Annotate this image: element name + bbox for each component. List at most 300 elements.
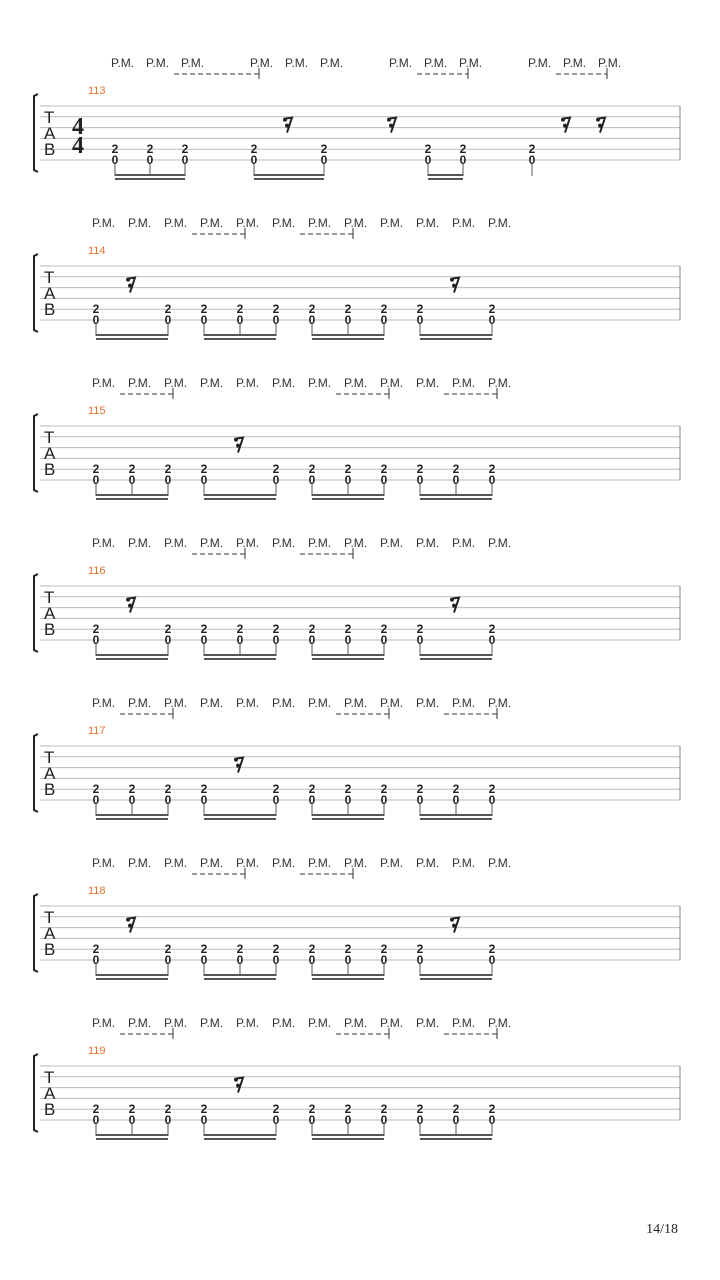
palm-mute-label: P.M. — [563, 56, 587, 70]
palm-mute-label: P.M. — [200, 1016, 224, 1030]
fret-number-string-5: 2 — [344, 1102, 352, 1117]
palm-mute-label: P.M. — [236, 376, 260, 390]
palm-mute-label: P.M. — [200, 216, 224, 230]
fret-number-string-6: 0 — [344, 633, 352, 647]
rest-flag-dot — [128, 924, 132, 928]
fret-number-string-5: 2 — [92, 622, 100, 637]
palm-mute-label: P.M. — [92, 376, 116, 390]
fret-number-string-5: 2 — [452, 462, 460, 477]
fret-number-string-6: 0 — [416, 953, 424, 967]
fret-number-string-5: 2 — [344, 622, 352, 637]
beam-primary — [312, 974, 384, 976]
palm-mute-label: P.M. — [528, 56, 552, 70]
palm-mute-label: P.M. — [416, 856, 440, 870]
fret-number-string-6: 0 — [92, 1113, 100, 1127]
beam-secondary — [312, 498, 384, 500]
palm-mute-label: P.M. — [308, 696, 332, 710]
beam-primary — [420, 334, 492, 336]
rest-flag-dot — [236, 1084, 240, 1088]
tab-clef-letter: B — [44, 1100, 56, 1119]
fret-number-string-6: 0 — [164, 633, 172, 647]
fret-number-string-6: 0 — [200, 793, 208, 807]
fret-number-string-5: 2 — [416, 622, 424, 637]
tab-clef-letter: A — [44, 444, 56, 463]
palm-mute-label: P.M. — [128, 376, 152, 390]
fret-number-string-6: 0 — [308, 793, 316, 807]
fret-number-string-6: 0 — [380, 953, 388, 967]
tab-clef-letter: B — [44, 300, 56, 319]
fret-number-string-5: 2 — [200, 622, 208, 637]
palm-mute-label: P.M. — [320, 56, 344, 70]
fret-number-string-6: 0 — [200, 953, 208, 967]
rest-flag-dot — [128, 284, 132, 288]
palm-mute-label: P.M. — [236, 856, 260, 870]
palm-mute-label: P.M. — [236, 1016, 260, 1030]
tab-clef-letter: T — [44, 588, 55, 607]
fret-number-string-6: 0 — [111, 153, 119, 167]
fret-number-string-6: 0 — [308, 633, 316, 647]
fret-number-string-5: 2 — [488, 1102, 496, 1117]
fret-number-string-6: 0 — [344, 793, 352, 807]
palm-mute-label: P.M. — [344, 536, 368, 550]
tab-clef-letter: T — [44, 108, 55, 127]
palm-mute-label: P.M. — [598, 56, 622, 70]
fret-number-string-5: 2 — [272, 462, 280, 477]
beam-primary — [204, 814, 276, 816]
beam-secondary — [204, 1138, 276, 1140]
fret-number-string-5: 2 — [272, 622, 280, 637]
beam-primary — [96, 494, 168, 496]
fret-number-string-5: 2 — [236, 622, 244, 637]
rest-flag-dot — [236, 764, 240, 768]
tab-system — [34, 856, 680, 980]
fret-number-string-6: 0 — [416, 473, 424, 487]
fret-number-string-6: 0 — [128, 793, 136, 807]
fret-number-string-5: 2 — [308, 1102, 316, 1117]
tab-clef-letter: B — [44, 460, 56, 479]
tab-system — [34, 376, 680, 500]
staff-bracket — [34, 734, 38, 812]
beam-primary — [420, 494, 492, 496]
fret-number-string-5: 2 — [128, 782, 136, 797]
fret-number-string-5: 2 — [308, 782, 316, 797]
tab-clef-letter: B — [44, 780, 56, 799]
fret-number-string-6: 0 — [416, 633, 424, 647]
fret-number-string-5: 2 — [452, 782, 460, 797]
fret-number-string-5: 2 — [250, 142, 258, 157]
fret-number-string-5: 2 — [308, 462, 316, 477]
rest-flag-dot — [387, 118, 391, 122]
rest-flag-dot — [598, 124, 602, 128]
palm-mute-label: P.M. — [200, 856, 224, 870]
tab-clef-letter: T — [44, 1068, 55, 1087]
fret-number-string-6: 0 — [272, 313, 280, 327]
beam-secondary — [204, 818, 276, 820]
fret-number-string-5: 2 — [459, 142, 467, 157]
palm-mute-label: P.M. — [452, 216, 476, 230]
fret-number-string-5: 2 — [528, 142, 536, 157]
fret-number-string-6: 0 — [308, 1113, 316, 1127]
fret-number-string-6: 0 — [380, 313, 388, 327]
tab-system — [34, 696, 680, 820]
fret-number-string-5: 2 — [128, 462, 136, 477]
fret-number-string-5: 2 — [488, 622, 496, 637]
rest-flag-dot — [126, 598, 130, 602]
fret-number-string-6: 0 — [459, 153, 467, 167]
fret-number-string-5: 2 — [416, 1102, 424, 1117]
beam-secondary — [254, 178, 324, 180]
palm-mute-label: P.M. — [128, 856, 152, 870]
beam-primary — [312, 814, 384, 816]
rest-flag-dot — [126, 918, 130, 922]
beam-primary — [312, 654, 384, 656]
palm-mute-label: P.M. — [236, 536, 260, 550]
beam-primary — [96, 334, 168, 336]
fret-number-string-6: 0 — [200, 313, 208, 327]
fret-number-string-5: 2 — [272, 942, 280, 957]
beam-secondary — [96, 818, 168, 820]
palm-mute-label: P.M. — [128, 1016, 152, 1030]
palm-mute-label: P.M. — [92, 216, 116, 230]
rest-flag-dot — [234, 438, 238, 442]
rest-flag-dot — [389, 124, 393, 128]
fret-number-string-5: 2 — [272, 1102, 280, 1117]
fret-number-string-6: 0 — [272, 473, 280, 487]
palm-mute-label: P.M. — [272, 216, 296, 230]
palm-mute-label: P.M. — [92, 1016, 116, 1030]
fret-number-string-6: 0 — [488, 473, 496, 487]
beam-primary — [204, 494, 276, 496]
beam-primary — [312, 494, 384, 496]
beam-secondary — [420, 1138, 492, 1140]
fret-number-string-5: 2 — [272, 782, 280, 797]
fret-number-string-6: 0 — [308, 953, 316, 967]
tab-clef-letter: A — [44, 764, 56, 783]
palm-mute-label: P.M. — [164, 536, 188, 550]
fret-number-string-6: 0 — [272, 953, 280, 967]
fret-number-string-6: 0 — [92, 633, 100, 647]
palm-mute-label: P.M. — [416, 216, 440, 230]
palm-mute-label: P.M. — [92, 856, 116, 870]
fret-number-string-6: 0 — [164, 473, 172, 487]
beam-primary — [254, 174, 324, 176]
fret-number-string-5: 2 — [164, 1102, 172, 1117]
rest-flag-dot — [285, 124, 289, 128]
fret-number-string-5: 2 — [416, 462, 424, 477]
beam-secondary — [420, 658, 492, 660]
palm-mute-label: P.M. — [488, 1016, 512, 1030]
beam-secondary — [204, 498, 276, 500]
palm-mute-label: P.M. — [92, 536, 116, 550]
palm-mute-label: P.M. — [380, 696, 404, 710]
fret-number-string-6: 0 — [488, 633, 496, 647]
fret-number-string-5: 2 — [92, 782, 100, 797]
staff-bracket — [34, 894, 38, 972]
fret-number-string-6: 0 — [380, 1113, 388, 1127]
palm-mute-label: P.M. — [380, 856, 404, 870]
beam-secondary — [420, 338, 492, 340]
fret-number-string-5: 2 — [488, 782, 496, 797]
fret-number-string-6: 0 — [92, 793, 100, 807]
fret-number-string-6: 0 — [92, 953, 100, 967]
rest-flag-dot — [234, 758, 238, 762]
tab-clef-letter: B — [44, 940, 56, 959]
fret-number-string-6: 0 — [164, 793, 172, 807]
fret-number-string-6: 0 — [146, 153, 154, 167]
tab-system — [34, 56, 680, 180]
beam-secondary — [115, 178, 185, 180]
palm-mute-label: P.M. — [452, 376, 476, 390]
fret-number-string-6: 0 — [308, 313, 316, 327]
fret-number-string-5: 2 — [200, 302, 208, 317]
beam-primary — [204, 974, 276, 976]
palm-mute-label: P.M. — [181, 56, 205, 70]
staff-bracket — [34, 574, 38, 652]
page-number: 14/18 — [646, 1222, 678, 1237]
palm-mute-label: P.M. — [488, 376, 512, 390]
fret-number-string-6: 0 — [164, 313, 172, 327]
beam-primary — [420, 974, 492, 976]
beam-secondary — [96, 978, 168, 980]
fret-number-string-6: 0 — [320, 153, 328, 167]
fret-number-string-5: 2 — [164, 302, 172, 317]
beam-primary — [204, 654, 276, 656]
beam-secondary — [204, 658, 276, 660]
rest-flag-dot — [126, 278, 130, 282]
fret-number-string-5: 2 — [128, 1102, 136, 1117]
palm-mute-label: P.M. — [164, 376, 188, 390]
palm-mute-label: P.M. — [200, 376, 224, 390]
fret-number-string-6: 0 — [250, 153, 258, 167]
fret-number-string-5: 2 — [146, 142, 154, 157]
fret-number-string-6: 0 — [380, 473, 388, 487]
palm-mute-label: P.M. — [416, 376, 440, 390]
tab-clef-letter: T — [44, 748, 55, 767]
rest-flag-dot — [283, 118, 287, 122]
bar-number: 117 — [88, 725, 106, 737]
fret-number-string-5: 2 — [92, 302, 100, 317]
fret-number-string-5: 2 — [380, 1102, 388, 1117]
bar-number: 115 — [88, 405, 106, 417]
palm-mute-label: P.M. — [389, 56, 413, 70]
fret-number-string-6: 0 — [452, 473, 460, 487]
tab-clef-letter: A — [44, 924, 56, 943]
fret-number-string-6: 0 — [308, 473, 316, 487]
beam-secondary — [428, 178, 463, 180]
palm-mute-label: P.M. — [308, 536, 332, 550]
fret-number-string-5: 2 — [92, 1102, 100, 1117]
fret-number-string-6: 0 — [164, 1113, 172, 1127]
fret-number-string-6: 0 — [416, 1113, 424, 1127]
palm-mute-label: P.M. — [459, 56, 483, 70]
beam-primary — [204, 334, 276, 336]
fret-number-string-6: 0 — [380, 633, 388, 647]
palm-mute-label: P.M. — [344, 696, 368, 710]
fret-number-string-5: 2 — [200, 1102, 208, 1117]
palm-mute-label: P.M. — [92, 696, 116, 710]
fret-number-string-6: 0 — [92, 313, 100, 327]
tab-clef-letter: T — [44, 268, 55, 287]
fret-number-string-5: 2 — [200, 782, 208, 797]
palm-mute-label: P.M. — [200, 536, 224, 550]
palm-mute-label: P.M. — [164, 216, 188, 230]
beam-secondary — [312, 978, 384, 980]
fret-number-string-5: 2 — [181, 142, 189, 157]
fret-number-string-6: 0 — [416, 793, 424, 807]
staff-bracket — [34, 94, 38, 172]
rest-flag-dot — [596, 118, 600, 122]
palm-mute-label: P.M. — [344, 1016, 368, 1030]
palm-mute-label: P.M. — [308, 376, 332, 390]
fret-number-string-6: 0 — [344, 1113, 352, 1127]
palm-mute-label: P.M. — [272, 856, 296, 870]
rest-flag-dot — [450, 598, 454, 602]
palm-mute-label: P.M. — [416, 696, 440, 710]
palm-mute-label: P.M. — [272, 536, 296, 550]
fret-number-string-6: 0 — [272, 633, 280, 647]
palm-mute-label: P.M. — [344, 216, 368, 230]
fret-number-string-6: 0 — [200, 633, 208, 647]
fret-number-string-5: 2 — [92, 942, 100, 957]
beam-secondary — [312, 818, 384, 820]
fret-number-string-5: 2 — [164, 942, 172, 957]
fret-number-string-5: 2 — [164, 462, 172, 477]
fret-number-string-5: 2 — [380, 302, 388, 317]
rest-flag-dot — [452, 604, 456, 608]
beam-secondary — [96, 338, 168, 340]
palm-mute-label: P.M. — [146, 56, 170, 70]
beam-secondary — [96, 498, 168, 500]
fret-number-string-5: 2 — [344, 782, 352, 797]
beam-secondary — [420, 498, 492, 500]
palm-mute-label: P.M. — [285, 56, 309, 70]
fret-number-string-6: 0 — [164, 953, 172, 967]
fret-number-string-5: 2 — [452, 1102, 460, 1117]
beam-primary — [96, 974, 168, 976]
fret-number-string-6: 0 — [344, 473, 352, 487]
palm-mute-label: P.M. — [452, 1016, 476, 1030]
palm-mute-label: P.M. — [250, 56, 274, 70]
fret-number-string-5: 2 — [236, 302, 244, 317]
rest-flag-dot — [563, 124, 567, 128]
fret-number-string-6: 0 — [236, 953, 244, 967]
palm-mute-label: P.M. — [308, 216, 332, 230]
fret-number-string-6: 0 — [452, 1113, 460, 1127]
rest-flag-dot — [128, 604, 132, 608]
fret-number-string-6: 0 — [452, 793, 460, 807]
palm-mute-label: P.M. — [128, 696, 152, 710]
beam-primary — [312, 1134, 384, 1136]
tab-clef-letter: B — [44, 140, 56, 159]
palm-mute-label: P.M. — [128, 216, 152, 230]
fret-number-string-5: 2 — [416, 302, 424, 317]
staff-bracket — [34, 414, 38, 492]
beam-primary — [428, 174, 463, 176]
palm-mute-label: P.M. — [272, 696, 296, 710]
palm-mute-label: P.M. — [416, 1016, 440, 1030]
time-signature-top: 4 — [72, 114, 84, 140]
palm-mute-label: P.M. — [380, 216, 404, 230]
beam-primary — [115, 174, 185, 176]
fret-number-string-6: 0 — [236, 313, 244, 327]
fret-number-string-5: 2 — [111, 142, 119, 157]
palm-mute-label: P.M. — [200, 696, 224, 710]
fret-number-string-5: 2 — [320, 142, 328, 157]
fret-number-string-5: 2 — [344, 302, 352, 317]
fret-number-string-5: 2 — [308, 302, 316, 317]
staff-bracket — [34, 254, 38, 332]
fret-number-string-6: 0 — [488, 953, 496, 967]
fret-number-string-5: 2 — [164, 782, 172, 797]
beam-secondary — [420, 818, 492, 820]
palm-mute-label: P.M. — [164, 856, 188, 870]
fret-number-string-5: 2 — [380, 622, 388, 637]
palm-mute-label: P.M. — [236, 696, 260, 710]
beam-secondary — [312, 658, 384, 660]
bar-number: 118 — [88, 885, 106, 897]
fret-number-string-6: 0 — [488, 793, 496, 807]
palm-mute-label: P.M. — [111, 56, 135, 70]
palm-mute-label: P.M. — [308, 1016, 332, 1030]
fret-number-string-6: 0 — [380, 793, 388, 807]
fret-number-string-6: 0 — [128, 1113, 136, 1127]
fret-number-string-5: 2 — [416, 782, 424, 797]
fret-number-string-6: 0 — [236, 633, 244, 647]
fret-number-string-5: 2 — [308, 622, 316, 637]
palm-mute-label: P.M. — [380, 536, 404, 550]
fret-number-string-6: 0 — [200, 473, 208, 487]
beam-primary — [312, 334, 384, 336]
beam-primary — [420, 814, 492, 816]
fret-number-string-6: 0 — [424, 153, 432, 167]
tab-system — [34, 536, 680, 660]
fret-number-string-5: 2 — [488, 302, 496, 317]
fret-number-string-6: 0 — [272, 1113, 280, 1127]
rest-flag-dot — [450, 918, 454, 922]
palm-mute-label: P.M. — [128, 536, 152, 550]
fret-number-string-5: 2 — [344, 462, 352, 477]
fret-number-string-6: 0 — [128, 473, 136, 487]
bar-number: 114 — [88, 245, 106, 257]
palm-mute-label: P.M. — [416, 536, 440, 550]
fret-number-string-5: 2 — [92, 462, 100, 477]
bar-number: 113 — [88, 85, 106, 97]
palm-mute-label: P.M. — [164, 696, 188, 710]
beam-primary — [420, 1134, 492, 1136]
tab-system — [34, 1016, 680, 1140]
fret-number-string-6: 0 — [488, 1113, 496, 1127]
bar-number: 119 — [88, 1045, 106, 1057]
bar-number: 116 — [88, 565, 106, 577]
palm-mute-label: P.M. — [308, 856, 332, 870]
fret-number-string-6: 0 — [272, 793, 280, 807]
fret-number-string-6: 0 — [181, 153, 189, 167]
fret-number-string-6: 0 — [344, 953, 352, 967]
palm-mute-label: P.M. — [344, 856, 368, 870]
staff-bracket — [34, 1054, 38, 1132]
beam-primary — [96, 814, 168, 816]
palm-mute-label: P.M. — [452, 536, 476, 550]
rest-flag-dot — [561, 118, 565, 122]
fret-number-string-6: 0 — [344, 313, 352, 327]
palm-mute-label: P.M. — [488, 536, 512, 550]
tab-clef-letter: T — [44, 428, 55, 447]
palm-mute-label: P.M. — [424, 56, 448, 70]
fret-number-string-5: 2 — [200, 942, 208, 957]
tab-clef-letter: B — [44, 620, 56, 639]
palm-mute-label: P.M. — [236, 216, 260, 230]
fret-number-string-5: 2 — [424, 142, 432, 157]
